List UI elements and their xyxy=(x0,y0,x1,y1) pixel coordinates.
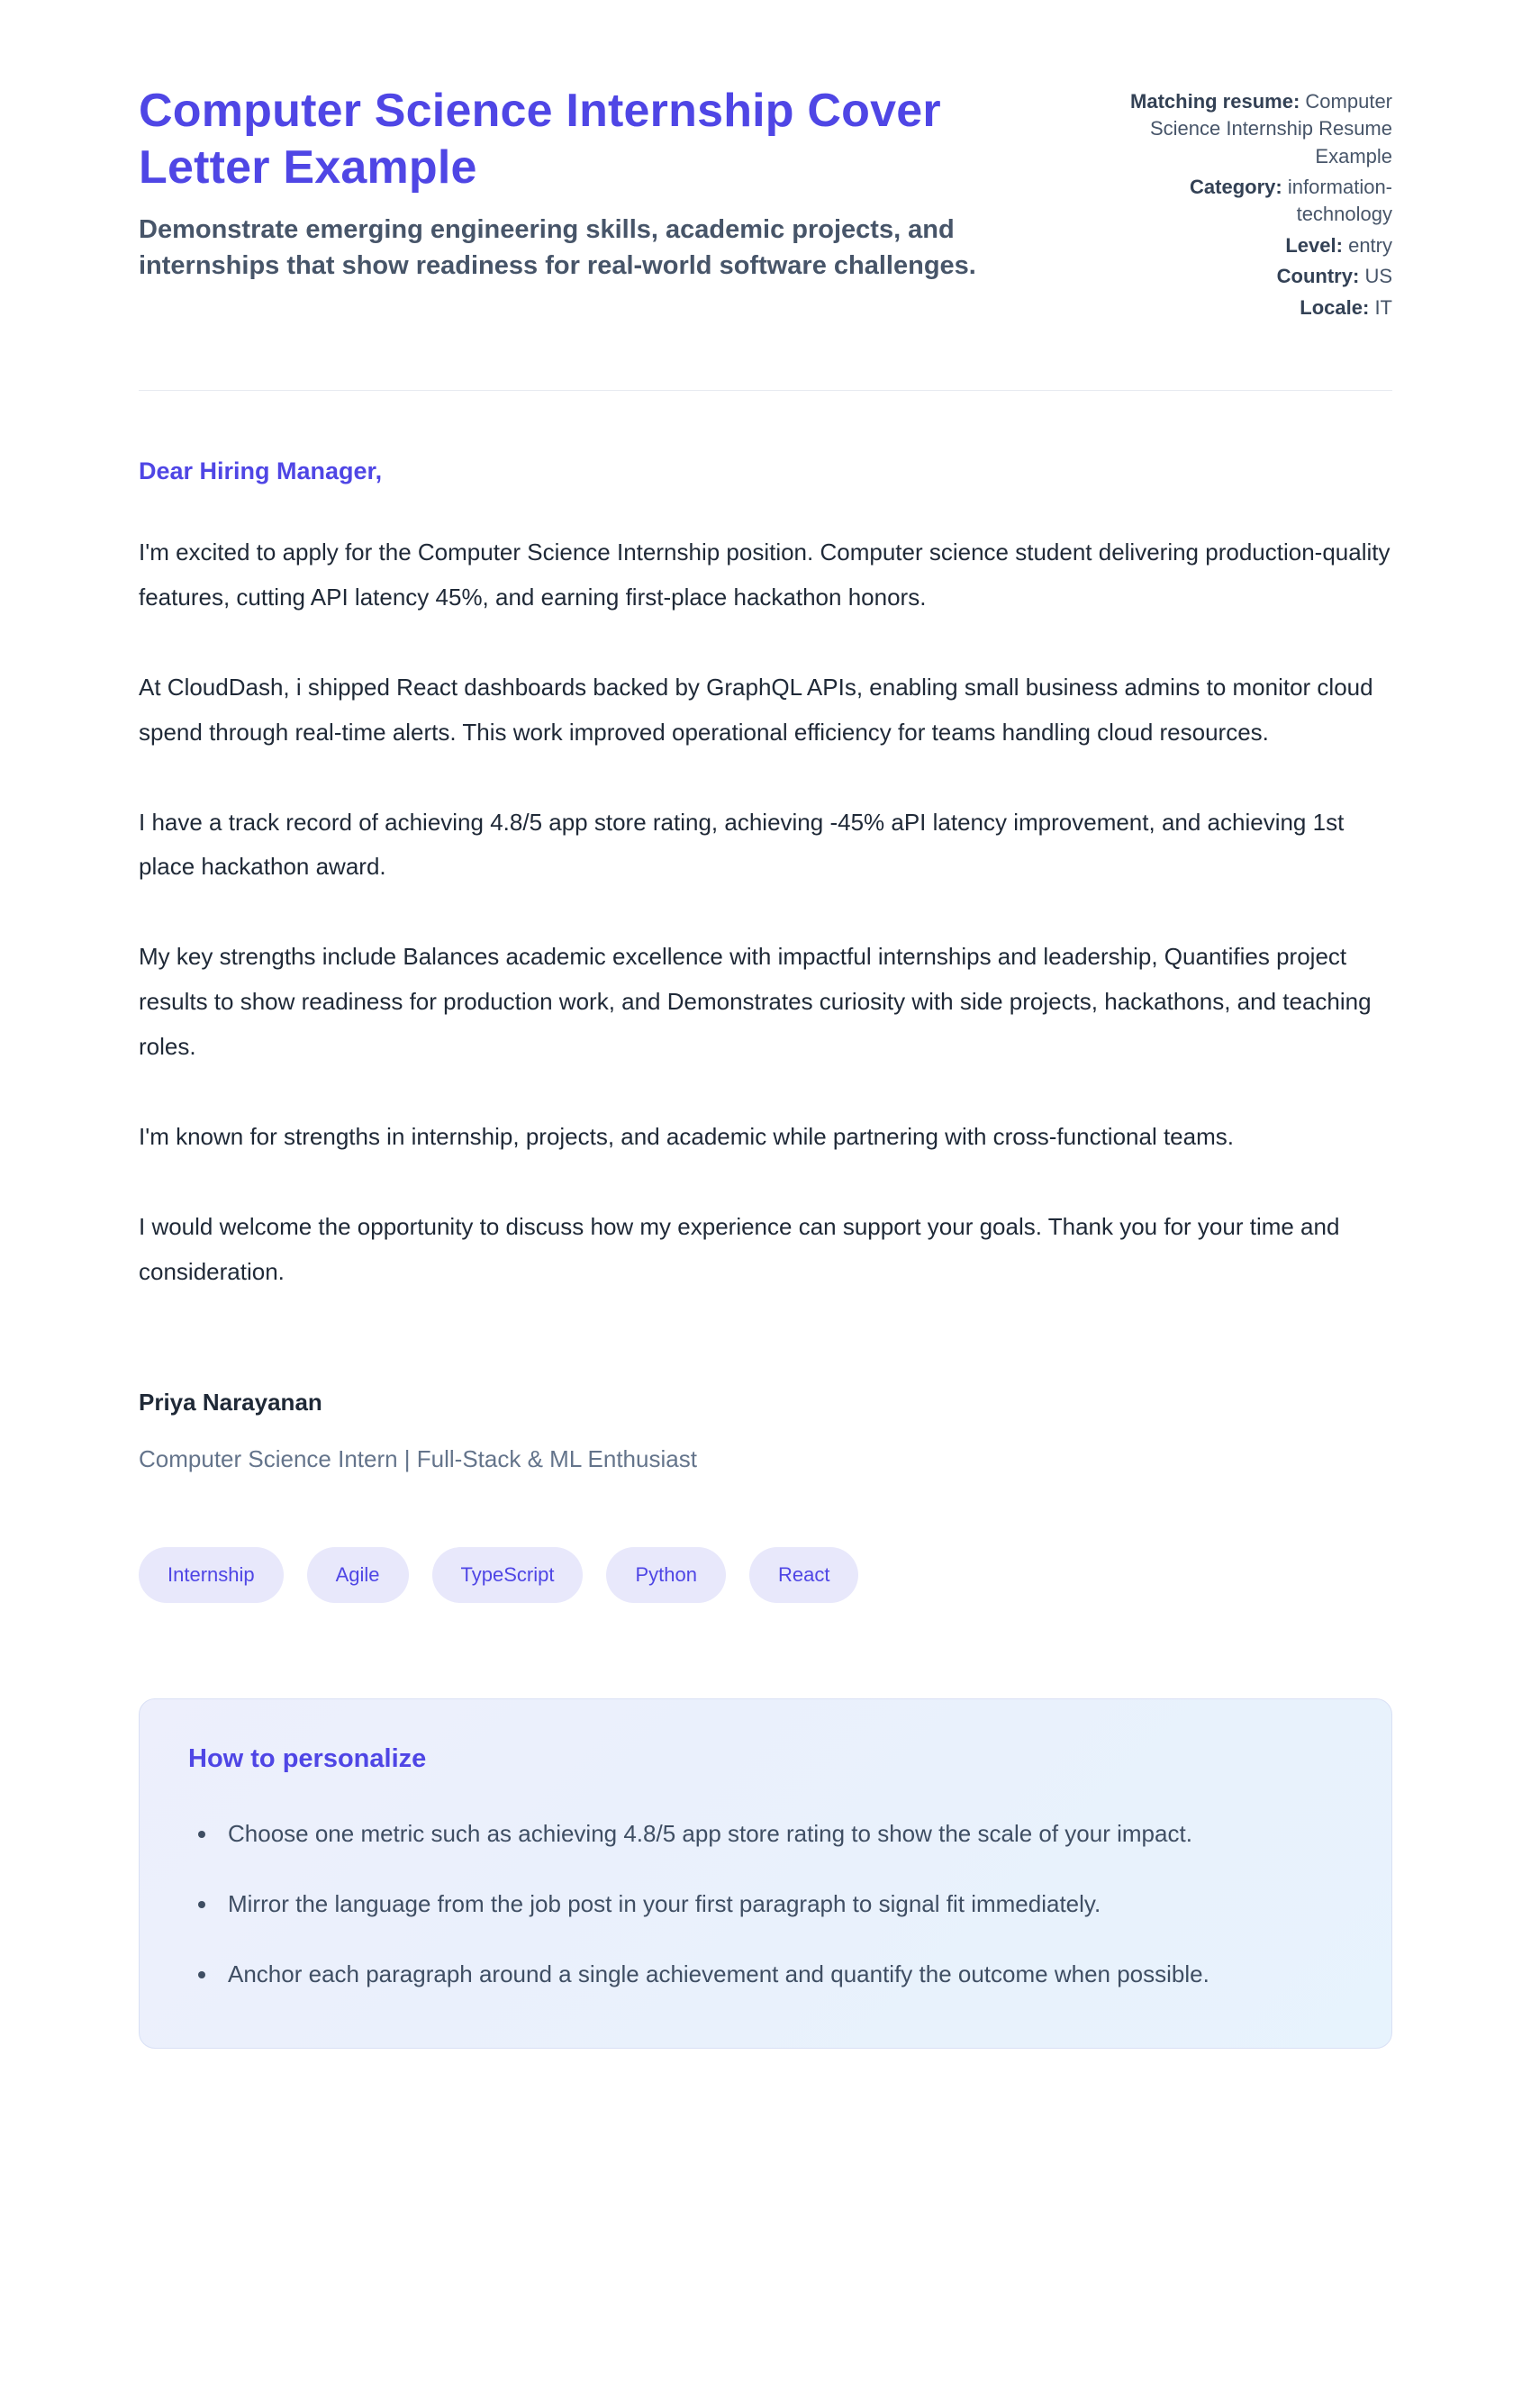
signature-role: Computer Science Intern | Full-Stack & ML Enthusiast xyxy=(139,1444,697,1472)
header-title-block xyxy=(139,83,1084,285)
tag-chip-internship: Internship xyxy=(139,1547,284,1603)
tag-chip-python: Python xyxy=(606,1547,726,1603)
personalize-list xyxy=(188,1812,1343,1996)
meta-value: US xyxy=(1364,265,1392,288)
signature-block xyxy=(139,1389,1392,1473)
meta-label: Locale: xyxy=(1300,295,1370,319)
meta-panel xyxy=(1122,83,1392,325)
meta-row-category xyxy=(1122,174,1392,229)
signature-name: Priya Narayanan xyxy=(139,1388,322,1416)
tag-list xyxy=(139,1547,1392,1603)
letter-greeting: Dear Hiring Manager, xyxy=(139,457,383,484)
header xyxy=(139,83,1392,325)
meta-row-locale xyxy=(1122,294,1392,321)
letter-paragraph: My key strengths include Balances academic excellence with impactful internships and leadership, Quantifies project results to show readiness for production work, and Demonstrates curiosity with side projects, hackathons, and teaching roles. xyxy=(139,943,1372,1061)
meta-row-matching-resume xyxy=(1122,88,1392,170)
meta-value: IT xyxy=(1374,295,1392,319)
tag-chip-agile: Agile xyxy=(307,1547,409,1603)
meta-row-country xyxy=(1122,263,1392,290)
meta-label: Matching resume: xyxy=(1130,90,1300,113)
meta-label: Category: xyxy=(1190,176,1282,199)
letter-paragraph: I would welcome the opportunity to discuss how my experience can support your goals. Thank you for your time and consideration. xyxy=(139,1212,1340,1285)
letter-body xyxy=(139,457,1392,1295)
personalize-heading: How to personalize xyxy=(188,1743,427,1773)
letter-paragraph: I have a track record of achieving 4.8/5 app store rating, achieving -45% aPI latency improvement, and achieving 1st place hackathon award. xyxy=(139,808,1345,881)
meta-value: Computer Science Internship Resume Example xyxy=(1149,90,1392,167)
tag-chip-react: React xyxy=(749,1547,858,1603)
meta-value: entry xyxy=(1348,233,1392,257)
tag-chip-typescript: TypeScript xyxy=(432,1547,584,1603)
meta-label: Level: xyxy=(1285,233,1343,257)
letter-paragraph: I'm excited to apply for the Computer Science Internship position. Computer science student delivering production-quality features, cutting API latency 45%, and earning first-place hackathon honors. xyxy=(139,538,1391,611)
personalize-bullet: • Choose one metric such as achieving 4.8/5 app store rating to show the scale of your impact. xyxy=(219,1812,1327,1855)
letter-paragraph: I'm known for strengths in internship, projects, and academic while partnering with cross-functional teams. xyxy=(139,1123,1234,1151)
page-container xyxy=(139,0,1392,2121)
page-subtitle: Demonstrate emerging engineering skills, academic projects, and internships that show readiness for real-world software challenges. xyxy=(139,214,976,281)
personalize-bullet: • Anchor each paragraph around a single achievement and quantify the outcome when possible. xyxy=(219,1952,1327,1996)
page-title: Computer Science Internship Cover Letter Example xyxy=(139,85,941,195)
letter-paragraph: At CloudDash, i shipped React dashboards backed by GraphQL APIs, enabling small business admins to monitor cloud spend through real-time alerts. This work improved operational efficiency for teams handling cloud resources. xyxy=(139,673,1373,746)
personalize-bullet: • Mirror the language from the job post in your first paragraph to signal fit immediately. xyxy=(219,1882,1327,1925)
personalize-box xyxy=(139,1698,1392,2049)
meta-value: information-technology xyxy=(1287,176,1392,226)
header-divider xyxy=(139,390,1392,391)
meta-row-level xyxy=(1122,232,1392,259)
meta-label: Country: xyxy=(1276,265,1360,288)
